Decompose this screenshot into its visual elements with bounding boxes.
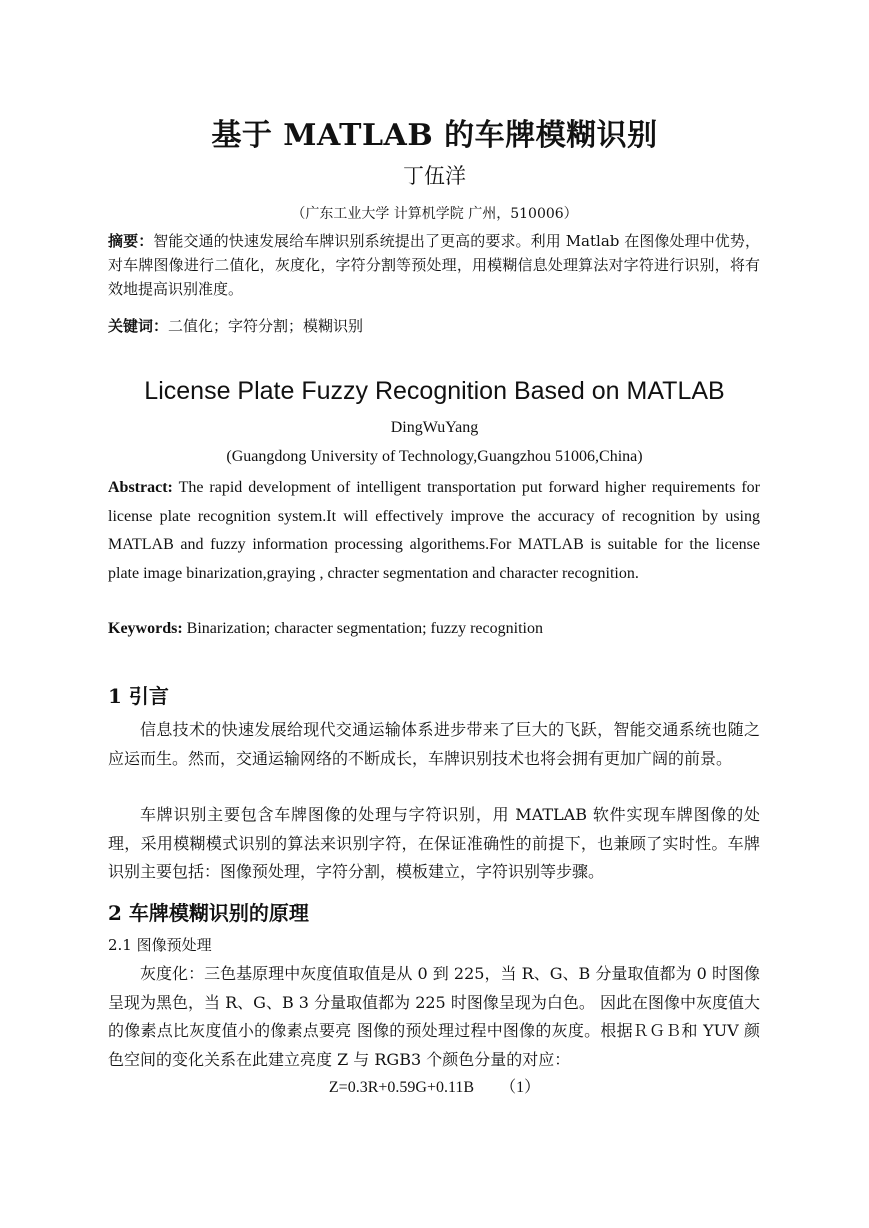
keywords-en-text: Binarization; character segmentation; fuzzy recognition xyxy=(186,620,543,637)
abstract-en-text: The rapid development of intelligent transportation put forward higher requirements for license plate recognition system.It will effectively improve the accuracy of recognition by using MATLAB and fuzzy information processing algorithems.For MATLAB is suitable for the license plate image binarization,graying , chracter segmentation and character recognition. xyxy=(108,479,760,582)
keywords-cn xyxy=(108,314,760,338)
abstract-cn-text: 智能交通的快速发展给车牌识别系统提出了更高的要求。利用 Matlab 在图像处理中优势，对车牌图像进行二值化，灰度化，字符分割等预处理，用模糊信息处理算法对字符进行识别，将有效地提高识别准度。 xyxy=(108,232,760,298)
intro-paragraph-1: 信息技术的快速发展给现代交通运输体系进步带来了巨大的飞跃，智能交通系统也随之应运而生。然而，交通运输网络的不断成长，车牌识别技术也将会拥有更加广阔的前景。 xyxy=(108,720,760,768)
author-name-en: DingWuYang xyxy=(390,419,479,436)
subsection-heading-preprocessing: 2.1 图像预处理 xyxy=(108,936,212,954)
abstract-cn xyxy=(108,229,760,301)
intro-paragraph-2: 车牌识别主要包含车牌图像的处理与字符识别，用 MATLAB 软件实现车牌图像的处理，采用模糊模式识别的算法来识别字符，在保证准确性的前提下，也兼顾了实时性。车牌识别主要包括：图像预处理，字符分割，模板建立，字符识别等步骤。 xyxy=(108,805,760,881)
affiliation-cn: （广东工业大学 计算机学院 广州，510006） xyxy=(291,206,578,222)
equation-1 xyxy=(0,1074,869,1097)
preprocessing-paragraph: 灰度化：三色基原理中灰度值取值是从 0 到 225，当 R、G、B 分量取值都为 0 时图像呈现为黑色，当 R、G、B 3 分量取值都为 225 时图像呈现为白色。 因此在图像中灰度值大的像素点比灰度值小的像素点要亮 图像的预处理过程中图像的灰度。根据ＲＧＢ和 YUV 颜色空间的变化关系在此建立亮度 Z 与 RGB3 个颜色分量的对应： xyxy=(108,964,760,1069)
keywords-en xyxy=(108,617,760,641)
affiliation-en: (Guangdong University of Technology,Guangzhou 51006,China) xyxy=(226,448,643,465)
equation-1-body: Z=0.3R+0.59G+0.11B xyxy=(328,1079,475,1096)
author-name-cn: 丁伍洋 xyxy=(403,164,466,188)
abstract-cn-label: 摘要： xyxy=(108,232,154,250)
equation-1-number: （1） xyxy=(500,1079,541,1096)
paper-title-cn: 基于 MATLAB 的车牌模糊识别 xyxy=(211,118,658,153)
keywords-cn-label: 关键词： xyxy=(108,317,169,335)
keywords-en-label: Keywords: xyxy=(108,620,183,637)
abstract-en xyxy=(108,474,760,588)
section-heading-principle: 2 车牌模糊识别的原理 xyxy=(108,901,309,925)
section-heading-introduction: 1 引言 xyxy=(108,684,169,708)
abstract-en-label: Abstract: xyxy=(108,479,173,496)
paper-title-en: License Plate Fuzzy Recognition Based on MATLAB xyxy=(144,377,725,405)
keywords-cn-text: 二值化；字符分割；模糊识别 xyxy=(168,317,364,335)
